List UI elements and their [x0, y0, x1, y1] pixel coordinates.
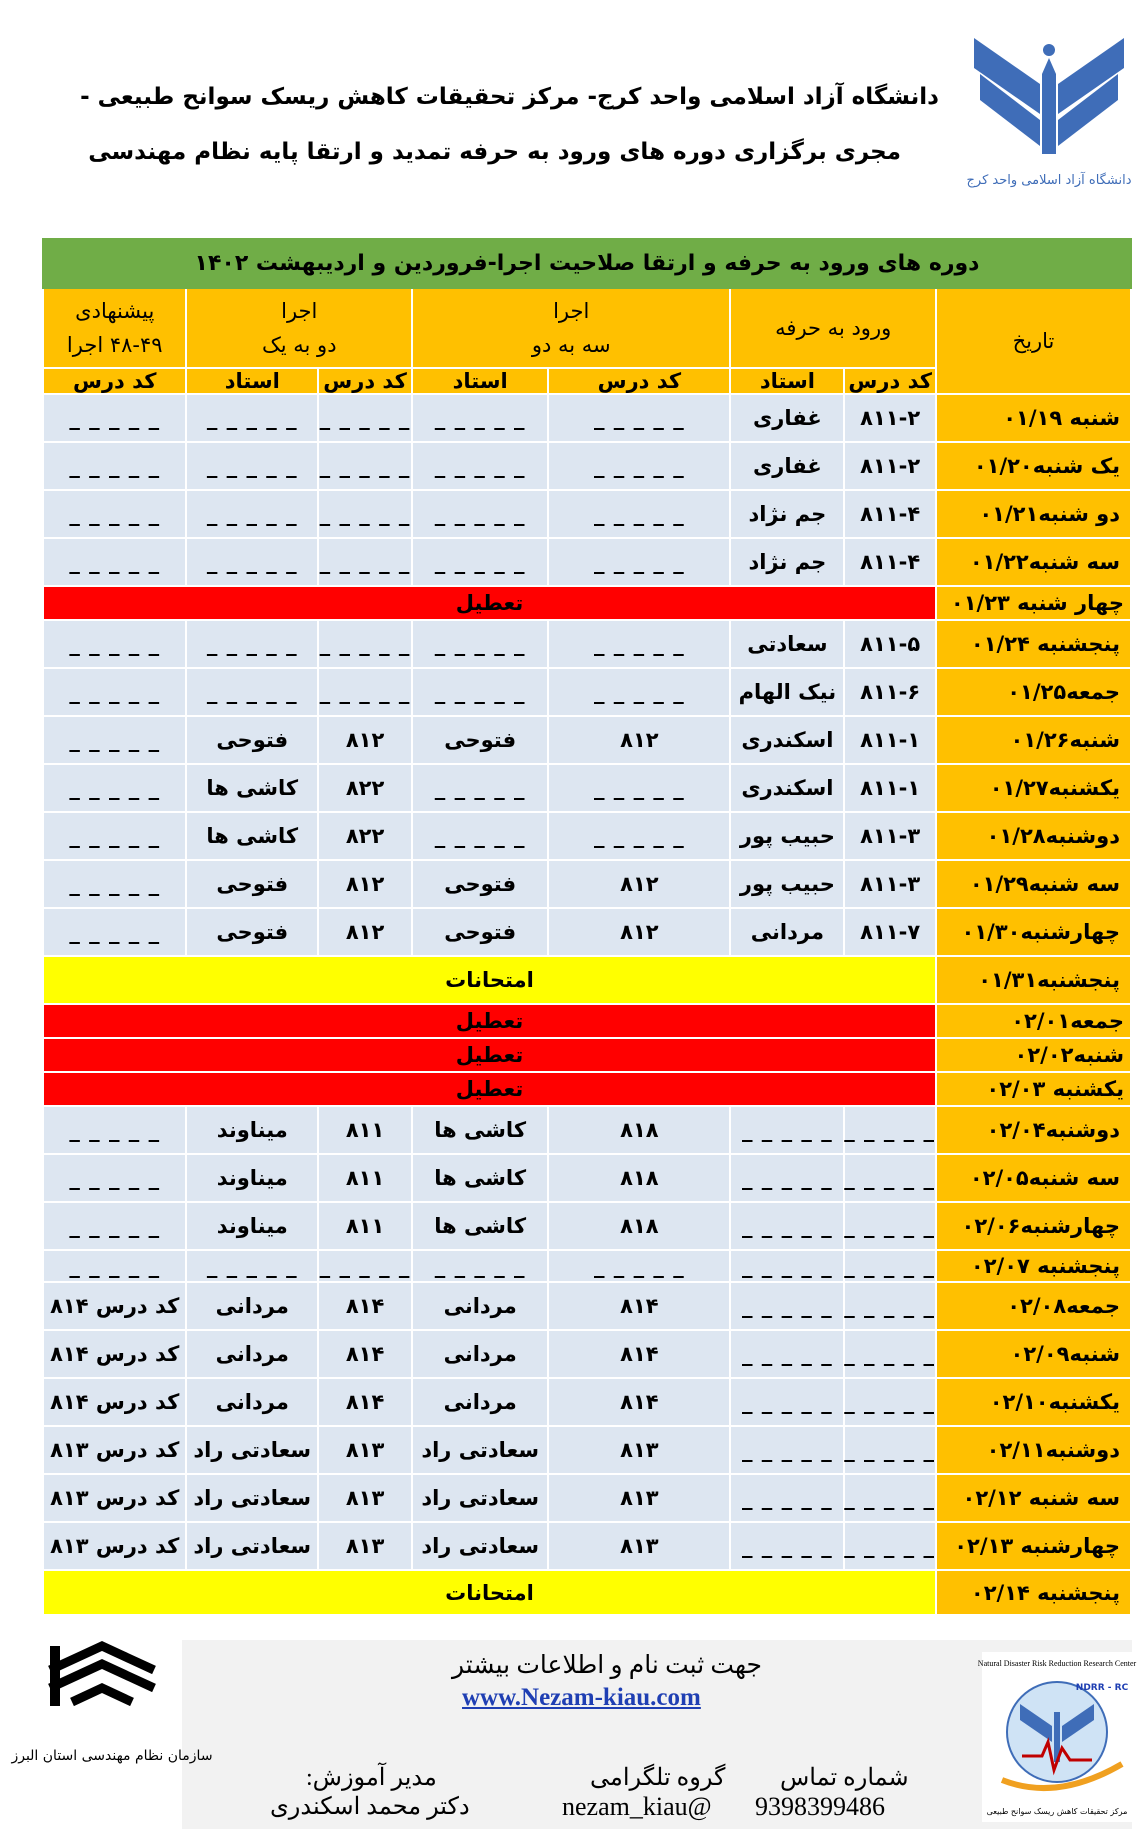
proposed-code: _ _ _ _ _ — [43, 716, 186, 764]
date-cell: جمعه۰۲/۰۱ — [936, 1004, 1131, 1038]
proposed-code: _ _ _ _ _ — [43, 908, 186, 956]
date-cell: شنبه۰۲/۰۲ — [936, 1038, 1131, 1072]
entry-code: ۸۱۱-۴ — [844, 538, 936, 586]
ejra2-code: _ _ _ _ _ — [318, 1250, 412, 1282]
entry-teacher: سعادتی — [730, 620, 844, 668]
manager-name: دکتر محمد اسکندری — [270, 1794, 470, 1820]
entry-code: _ _ _ _ _ — [844, 1330, 936, 1378]
date-cell: چهارشنبه۰۲/۰۶ — [936, 1202, 1131, 1250]
ejra3-code: ۸۱۳ — [548, 1522, 730, 1570]
table-row — [43, 764, 1131, 812]
table-row — [43, 1154, 1131, 1202]
table-row — [43, 956, 1131, 1004]
proposed-code: _ _ _ _ _ — [43, 538, 186, 586]
table-row — [43, 1426, 1131, 1474]
manager-label: مدیر آموزش: — [306, 1765, 437, 1791]
ejra3-teacher: مردانی — [412, 1282, 548, 1330]
entry-code: ۸۱۱-۱ — [844, 716, 936, 764]
ejra2-teacher: کاشی ها — [186, 812, 318, 860]
ejra3-code: _ _ _ _ _ — [548, 764, 730, 812]
ejra3-teacher: فتوحی — [412, 908, 548, 956]
header-code: کد درس — [318, 368, 412, 394]
ejra3-code: ۸۱۲ — [548, 716, 730, 764]
ejra3-code: _ _ _ _ _ — [548, 620, 730, 668]
table-row — [43, 1378, 1131, 1426]
entry-code: _ _ _ _ _ — [844, 1474, 936, 1522]
ejra3-code: _ _ _ _ _ — [548, 490, 730, 538]
ejra3-teacher: _ _ _ _ _ — [412, 812, 548, 860]
proposed-code: _ _ _ _ _ — [43, 812, 186, 860]
entry-teacher: مردانی — [730, 908, 844, 956]
ejra2-teacher: سعادتی راد — [186, 1474, 318, 1522]
ndrr-title: Natural Disaster Risk Reduction Research Center — [977, 1659, 1137, 1668]
entry-teacher: جم نژاد — [730, 538, 844, 586]
ejra2-teacher: _ _ _ _ _ — [186, 538, 318, 586]
entry-teacher: _ _ _ _ _ — [730, 1282, 844, 1330]
ejra3-code: ۸۱۸ — [548, 1154, 730, 1202]
ejra3-teacher: _ _ _ _ _ — [412, 1250, 548, 1282]
date-cell: دوشنبه۰۲/۱۱ — [936, 1426, 1131, 1474]
proposed-code: _ _ _ _ _ — [43, 1202, 186, 1250]
table-row — [43, 394, 1131, 442]
table-row — [43, 1072, 1131, 1106]
proposed-code: کد درس ۸۱۴ — [43, 1378, 186, 1426]
ejra2-code: _ _ _ _ _ — [318, 442, 412, 490]
entry-code: _ _ _ _ _ — [844, 1202, 936, 1250]
entry-code: ۸۱۱-۱ — [844, 764, 936, 812]
ejra3-teacher: _ _ _ _ _ — [412, 442, 548, 490]
entry-teacher: جم نژاد — [730, 490, 844, 538]
ejra2-code: ۸۱۲ — [318, 908, 412, 956]
ejra2-teacher: فتوحی — [186, 716, 318, 764]
date-cell: یکشنبه۰۱/۲۷ — [936, 764, 1131, 812]
date-cell: سه شنبه۰۲/۰۵ — [936, 1154, 1131, 1202]
telegram-id[interactable]: @nezam_kiau — [562, 1792, 712, 1821]
ejra3-teacher: _ _ _ _ _ — [412, 620, 548, 668]
date-cell: پنجشنبه ۰۱/۲۴ — [936, 620, 1131, 668]
ndrr-fa: مرکز تحقیقات کاهش ریسک سوانح طبیعی — [986, 1807, 1128, 1816]
nezam-logo — [11, 1640, 213, 1829]
phone-number[interactable]: 9398399486 — [755, 1792, 885, 1821]
header-teacher: استاد — [730, 368, 844, 394]
table-row — [43, 1106, 1131, 1154]
table-row — [43, 1038, 1131, 1072]
ejra3-code: ۸۱۲ — [548, 908, 730, 956]
table-row — [43, 586, 1131, 620]
proposed-code: کد درس ۸۱۴ — [43, 1282, 186, 1330]
ejra2-code: _ _ _ _ _ — [318, 668, 412, 716]
entry-code: _ _ _ _ _ — [844, 1154, 936, 1202]
ejra3-teacher: فتوحی — [412, 860, 548, 908]
proposed-code: _ _ _ _ _ — [43, 442, 186, 490]
ejra2-code: ۸۱۱ — [318, 1106, 412, 1154]
ejra2-code: _ _ _ _ _ — [318, 394, 412, 442]
page-header — [0, 0, 1139, 238]
entry-code: ۸۱۱-۷ — [844, 908, 936, 956]
table-row — [43, 908, 1131, 956]
ejra3-code: _ _ _ _ _ — [548, 394, 730, 442]
proposed-code: _ _ _ _ _ — [43, 1250, 186, 1282]
entry-teacher: _ _ _ _ _ — [730, 1250, 844, 1282]
header-code: کد درس — [844, 368, 936, 394]
ejra3-code: _ _ _ _ _ — [548, 1250, 730, 1282]
ejra3-teacher: مردانی — [412, 1378, 548, 1426]
entry-teacher: _ _ _ _ _ — [730, 1378, 844, 1426]
table-row — [43, 442, 1131, 490]
table-row — [43, 1474, 1131, 1522]
ejra3-code: ۸۱۳ — [548, 1474, 730, 1522]
ejra3-code: _ _ _ _ _ — [548, 442, 730, 490]
ejra2-teacher: کاشی ها — [186, 764, 318, 812]
entry-teacher: غفاری — [730, 442, 844, 490]
table-row — [43, 1250, 1131, 1282]
proposed-code: کد درس ۸۱۳ — [43, 1522, 186, 1570]
ejra2-teacher: فتوحی — [186, 908, 318, 956]
ejra2-code: ۸۱۱ — [318, 1154, 412, 1202]
exam-cell: امتحانات — [43, 956, 936, 1004]
header-proposed: پیشنهادی ۴۸-۴۹ اجرا — [43, 288, 186, 368]
ejra2-code: ۸۲۲ — [318, 764, 412, 812]
table-row — [43, 1282, 1131, 1330]
university-logo — [966, 34, 1132, 212]
header-line-2: مجری برگزاری دوره های ورود به حرفه تمدید و ارتقا پایه نظام مهندسی — [88, 139, 901, 165]
entry-code: ۸۱۱-۳ — [844, 812, 936, 860]
date-cell: شنبه۰۲/۰۹ — [936, 1330, 1131, 1378]
header-line-1: دانشگاه آزاد اسلامی واحد کرج- مرکز تحقیقات کاهش ریسک سوانح طبیعی - — [80, 84, 939, 110]
table-row — [43, 812, 1131, 860]
ejra3-teacher: سعادتی راد — [412, 1426, 548, 1474]
schedule-table — [42, 238, 1132, 1616]
date-cell: شنبه ۰۱/۱۹ — [936, 394, 1131, 442]
ejra3-code: _ _ _ _ _ — [548, 668, 730, 716]
ndrr-abbr: NDRR - RC — [1075, 1683, 1129, 1693]
header-date: تاریخ — [936, 288, 1131, 394]
proposed-code: _ _ _ _ _ — [43, 1106, 186, 1154]
entry-teacher: حبیب پور — [730, 860, 844, 908]
entry-teacher: _ _ _ _ _ — [730, 1474, 844, 1522]
table-banner: دوره های ورود به حرفه و ارتقا صلاحیت اجرا-فروردین و اردیبهشت ۱۴۰۲ — [43, 239, 1131, 288]
ejra2-code: ۸۱۲ — [318, 716, 412, 764]
entry-code: _ _ _ _ _ — [844, 1250, 936, 1282]
proposed-code: _ _ _ _ _ — [43, 1154, 186, 1202]
header-code: کد درس — [43, 368, 186, 394]
ejra3-code: ۸۱۴ — [548, 1282, 730, 1330]
date-cell: پنجشنبه ۰۲/۱۴ — [936, 1570, 1131, 1615]
holiday-cell: تعطیل — [43, 1004, 936, 1038]
ejra2-code: _ _ _ _ _ — [318, 620, 412, 668]
ejra2-teacher: _ _ _ _ _ — [186, 620, 318, 668]
table-row — [43, 1004, 1131, 1038]
register-text: جهت ثبت نام و اطلاعات بیشتر — [452, 1652, 762, 1679]
exam-cell: امتحانات — [43, 1570, 936, 1615]
date-cell: یکشنبه ۰۲/۰۳ — [936, 1072, 1131, 1106]
proposed-code: _ _ _ _ _ — [43, 620, 186, 668]
date-cell: پنجشنبه ۰۲/۰۷ — [936, 1250, 1131, 1282]
ejra2-teacher: میناوند — [186, 1202, 318, 1250]
table-row — [43, 1570, 1131, 1615]
ejra3-code: ۸۱۲ — [548, 860, 730, 908]
ndrr-logo — [977, 1652, 1137, 1822]
ejra3-teacher: _ _ _ _ _ — [412, 394, 548, 442]
date-cell: شنبه۰۱/۲۶ — [936, 716, 1131, 764]
date-cell: دو شنبه۰۱/۲۱ — [936, 490, 1131, 538]
table-row — [43, 1202, 1131, 1250]
ejra3-code: ۸۱۴ — [548, 1378, 730, 1426]
ejra2-code: ۸۱۳ — [318, 1474, 412, 1522]
table-row — [43, 716, 1131, 764]
ejra3-code: ۸۱۸ — [548, 1106, 730, 1154]
header-ejra-2to1: اجرا دو به یک — [186, 288, 412, 368]
telegram-label: گروه تلگرامی — [590, 1765, 726, 1791]
ejra2-code: _ _ _ _ _ — [318, 490, 412, 538]
entry-code: _ _ _ _ _ — [844, 1426, 936, 1474]
entry-code: _ _ _ _ _ — [844, 1282, 936, 1330]
ejra2-teacher: مردانی — [186, 1282, 318, 1330]
entry-teacher: نیک الهام — [730, 668, 844, 716]
ejra3-code: ۸۱۸ — [548, 1202, 730, 1250]
ejra3-code: _ _ _ _ _ — [548, 538, 730, 586]
holiday-cell: تعطیل — [43, 1072, 936, 1106]
ejra3-teacher: _ _ _ _ _ — [412, 764, 548, 812]
entry-code: ۸۱۱-۳ — [844, 860, 936, 908]
ejra2-code: ۸۱۴ — [318, 1378, 412, 1426]
ejra3-teacher: کاشی ها — [412, 1154, 548, 1202]
ejra3-code: ۸۱۴ — [548, 1330, 730, 1378]
entry-teacher: _ _ _ _ _ — [730, 1106, 844, 1154]
ejra2-code: ۸۱۳ — [318, 1522, 412, 1570]
proposed-code: کد درس ۸۱۴ — [43, 1330, 186, 1378]
ejra2-teacher: _ _ _ _ _ — [186, 394, 318, 442]
entry-code: ۸۱۱-۵ — [844, 620, 936, 668]
ejra3-teacher: مردانی — [412, 1330, 548, 1378]
ejra2-teacher: _ _ _ _ _ — [186, 668, 318, 716]
date-cell: یکشنبه۰۲/۱۰ — [936, 1378, 1131, 1426]
entry-code: ۸۱۱-۶ — [844, 668, 936, 716]
ejra2-code: ۸۱۲ — [318, 860, 412, 908]
ejra2-teacher: مردانی — [186, 1330, 318, 1378]
ejra2-teacher: مردانی — [186, 1378, 318, 1426]
phone-label: شماره تماس — [780, 1765, 909, 1791]
proposed-code: کد درس ۸۱۳ — [43, 1474, 186, 1522]
entry-teacher: غفاری — [730, 394, 844, 442]
ejra2-teacher: _ _ _ _ _ — [186, 1250, 318, 1282]
ejra2-teacher: میناوند — [186, 1106, 318, 1154]
website-link[interactable]: www.Nezam-kiau.com — [462, 1684, 701, 1711]
entry-code: ۸۱۱-۲ — [844, 394, 936, 442]
logo-text: دانشگاه آزاد اسلامی واحد کرج — [966, 173, 1132, 188]
ejra3-teacher: _ _ _ _ _ — [412, 538, 548, 586]
date-cell: سه شنبه ۰۲/۱۲ — [936, 1474, 1131, 1522]
entry-teacher: _ _ _ _ _ — [730, 1330, 844, 1378]
ejra2-code: ۸۲۲ — [318, 812, 412, 860]
date-cell: چهار شنبه ۰۱/۲۳ — [936, 586, 1131, 620]
entry-code: _ _ _ _ _ — [844, 1378, 936, 1426]
holiday-cell: تعطیل — [43, 1038, 936, 1072]
ejra2-teacher: فتوحی — [186, 860, 318, 908]
ejra3-teacher: فتوحی — [412, 716, 548, 764]
table-row — [43, 1522, 1131, 1570]
table-row — [43, 860, 1131, 908]
table-row — [43, 668, 1131, 716]
ejra3-code: ۸۱۳ — [548, 1426, 730, 1474]
holiday-cell: تعطیل — [43, 586, 936, 620]
footer — [11, 1640, 1137, 1829]
proposed-code: کد درس ۸۱۳ — [43, 1426, 186, 1474]
ejra3-teacher: سعادتی راد — [412, 1474, 548, 1522]
entry-teacher: _ _ _ _ _ — [730, 1522, 844, 1570]
entry-teacher: _ _ _ _ _ — [730, 1202, 844, 1250]
ejra2-teacher: _ _ _ _ _ — [186, 442, 318, 490]
ejra2-teacher: میناوند — [186, 1154, 318, 1202]
ejra2-teacher: _ _ _ _ _ — [186, 490, 318, 538]
table-row — [43, 1330, 1131, 1378]
date-cell: سه شنبه۰۱/۲۲ — [936, 538, 1131, 586]
ejra2-code: _ _ _ _ _ — [318, 538, 412, 586]
entry-teacher: اسکندری — [730, 764, 844, 812]
date-cell: چهارشنبه۰۱/۳۰ — [936, 908, 1131, 956]
date-cell: یک شنبه۰۱/۲۰ — [936, 442, 1131, 490]
date-cell: جمعه۰۲/۰۸ — [936, 1282, 1131, 1330]
ejra2-teacher: سعادتی راد — [186, 1522, 318, 1570]
proposed-code: _ _ _ _ _ — [43, 668, 186, 716]
date-cell: دوشنبه۰۱/۲۸ — [936, 812, 1131, 860]
ejra3-teacher: کاشی ها — [412, 1202, 548, 1250]
header-ejra-3to2: اجرا سه به دو — [412, 288, 730, 368]
header-teacher: استاد — [186, 368, 318, 394]
entry-teacher: _ _ _ _ _ — [730, 1426, 844, 1474]
proposed-code: _ _ _ _ _ — [43, 860, 186, 908]
ejra3-teacher: کاشی ها — [412, 1106, 548, 1154]
proposed-code: _ _ _ _ _ — [43, 394, 186, 442]
header-entry: ورود به حرفه — [730, 288, 936, 368]
ejra3-teacher: _ _ _ _ _ — [412, 490, 548, 538]
proposed-code: _ _ _ _ _ — [43, 764, 186, 812]
date-cell: چهارشنبه ۰۲/۱۳ — [936, 1522, 1131, 1570]
ejra2-teacher: سعادتی راد — [186, 1426, 318, 1474]
nezam-logo-text: سازمان نظام مهندسی استان البرز — [11, 1748, 213, 1764]
entry-code: _ _ _ _ _ — [844, 1522, 936, 1570]
table-row — [43, 538, 1131, 586]
ejra3-code: _ _ _ _ _ — [548, 812, 730, 860]
date-cell: سه شنبه۰۱/۲۹ — [936, 860, 1131, 908]
ejra2-code: ۸۱۴ — [318, 1330, 412, 1378]
entry-code: ۸۱۱-۲ — [844, 442, 936, 490]
date-cell: جمعه۰۱/۲۵ — [936, 668, 1131, 716]
entry-code: ۸۱۱-۴ — [844, 490, 936, 538]
ejra2-code: ۸۱۴ — [318, 1282, 412, 1330]
ejra2-code: ۸۱۳ — [318, 1426, 412, 1474]
entry-teacher: اسکندری — [730, 716, 844, 764]
schedule-body — [43, 394, 1131, 1615]
date-cell: دوشنبه۰۲/۰۴ — [936, 1106, 1131, 1154]
date-cell: پنجشنبه۰۱/۳۱ — [936, 956, 1131, 1004]
table-row — [43, 620, 1131, 668]
entry-teacher: حبیب پور — [730, 812, 844, 860]
entry-teacher: _ _ _ _ _ — [730, 1154, 844, 1202]
header-teacher: استاد — [412, 368, 548, 394]
ejra3-teacher: سعادتی راد — [412, 1522, 548, 1570]
ejra2-code: ۸۱۱ — [318, 1202, 412, 1250]
header-code: کد درس — [548, 368, 730, 394]
ejra3-teacher: _ _ _ _ _ — [412, 668, 548, 716]
entry-code: _ _ _ _ _ — [844, 1106, 936, 1154]
table-row — [43, 490, 1131, 538]
proposed-code: _ _ _ _ _ — [43, 490, 186, 538]
